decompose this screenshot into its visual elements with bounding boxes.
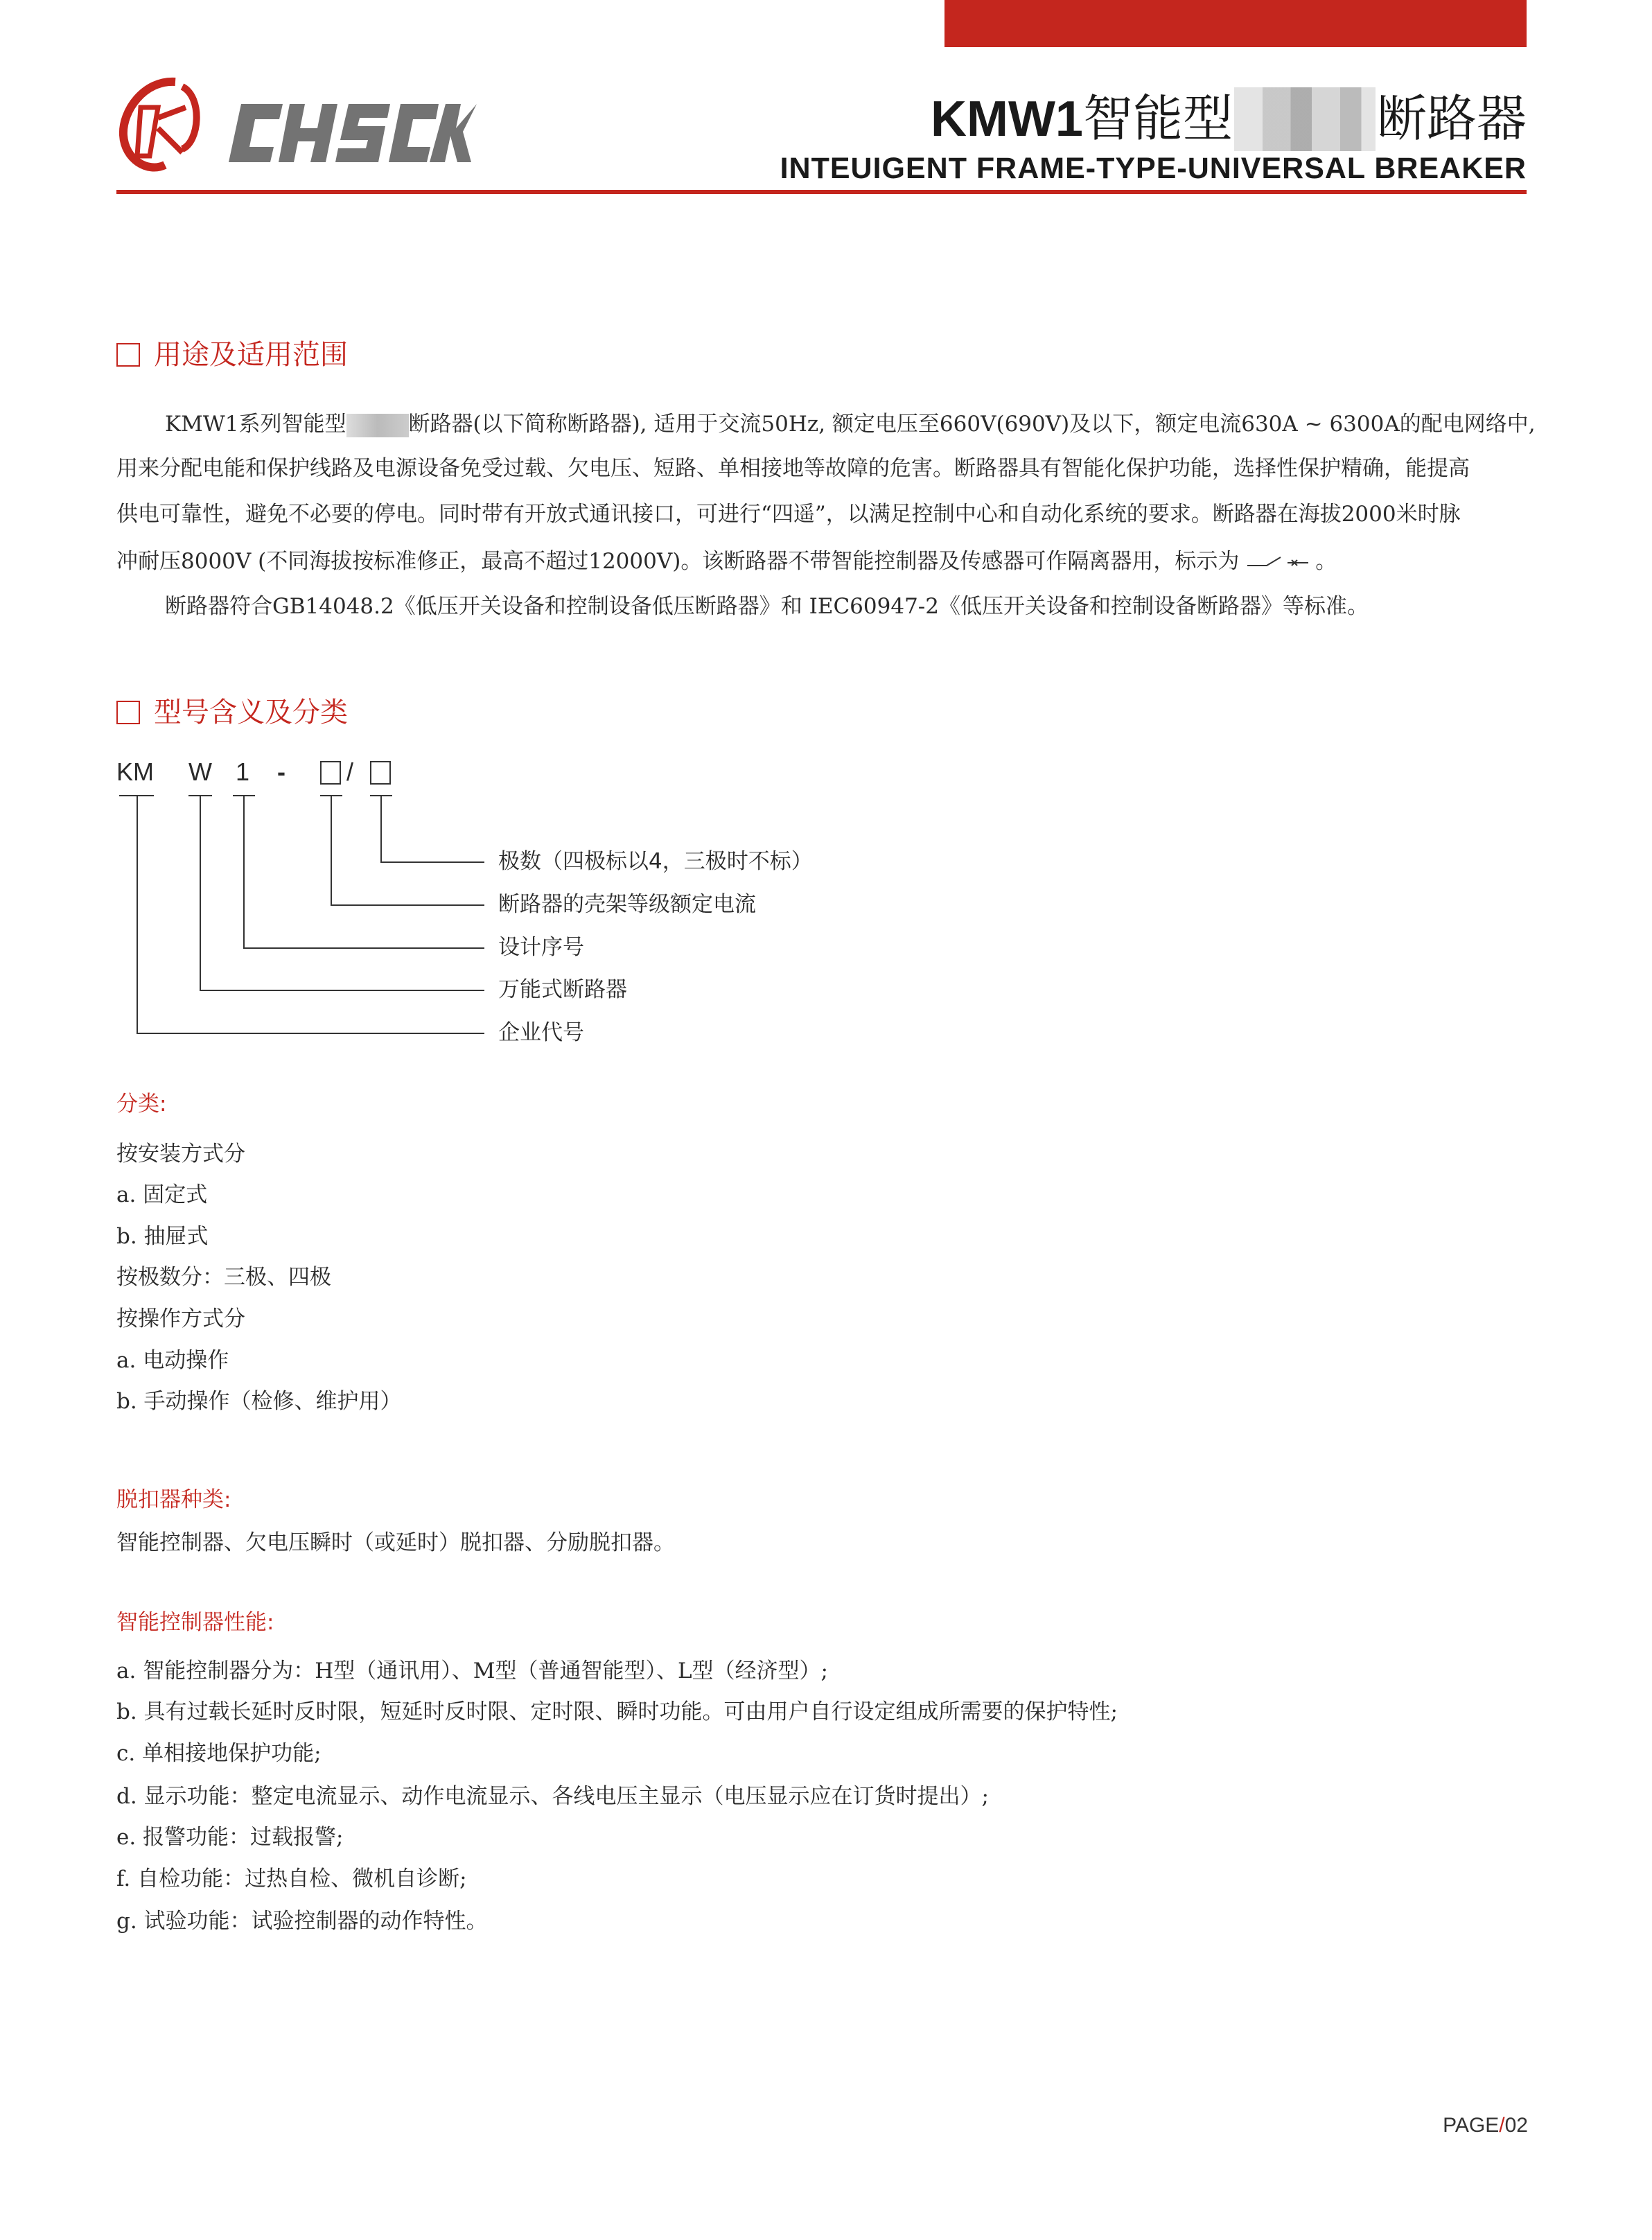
code-w: W [188,758,212,786]
redacted-block [346,414,409,437]
classify-item: 按安装方式分 [116,1141,245,1166]
diagram-label-design: 设计序号 [498,935,584,960]
paragraph-line [116,548,1337,575]
page-title [931,87,1527,151]
text: 冲耐压8000V (不同海拔按标准修正，最高不超过12000V)。该断路器不带智能控制器及传感器可作隔离器用，标示为 [116,549,1240,574]
controller-item: a. 智能控制器分为：H型（通讯用）、M型（普通智能型）、L型（经济型）; [116,1659,828,1683]
section-heading-model [116,695,348,730]
classify-item: a. 固定式 [116,1182,208,1207]
controller-item: g. 试验功能：试验控制器的动作特性。 [116,1909,488,1934]
title-model: KMW1 [930,91,1083,147]
paragraph-line: 断路器符合GB14048.2《低压开关设备和控制设备低压断路器》和 IEC60947-2《低压开关设备和控制设备断路器》等标准。 [165,594,1369,619]
diagram-label-company: 企业代号 [498,1020,584,1045]
release-text: 智能控制器、欠电压瞬时（或延时）脱扣器、分励脱扣器。 [116,1530,675,1555]
text: 。 [1315,549,1337,574]
classify-item: 按极数分：三极、四极 [116,1265,331,1290]
text: KMW1系列智能型 [165,412,346,437]
diagram-label-current: 断路器的壳架等级额定电流 [498,892,756,917]
checkbox-square-icon [116,701,140,724]
controller-item: f. 自检功能：过热自检、微机自诊断; [116,1866,467,1891]
code-box-current [320,761,341,787]
release-title: 脱扣器种类: [116,1487,231,1512]
classify-item: b. 抽屉式 [116,1224,209,1249]
controller-title: 智能控制器性能: [116,1610,274,1635]
page-subtitle: INTEUIGENT FRAME-TYPE-UNIVERSAL BREAKER [780,152,1527,185]
code-slash: / [346,758,354,786]
classify-item: b. 手动操作（检修、维护用） [116,1389,402,1414]
company-logo [116,76,477,180]
paragraph-line [165,410,1536,438]
text: 02 [1504,2114,1528,2137]
text: / [1499,2114,1505,2137]
diagram-label-type: 万能式断路器 [498,977,627,1002]
text: PAGE [1443,2114,1500,2137]
paragraph-line: 用来分配电能和保护线路及电源设备免受过载、欠电压、短路、单相接地等故障的危害。断路器具有智能化保护功能，选择性保护精确，能提高 [116,456,1470,481]
controller-item: d. 显示功能：整定电流显示、动作电流显示、各线电压主显示（电压显示应在订货时提出）; [116,1784,989,1809]
classify-item: a. 电动操作 [116,1348,229,1373]
code-dash: - [277,758,285,786]
controller-item: b. 具有过载长延时反时限，短延时反时限、定时限、瞬时功能。可由用户自行设定组成所需要的保护特性; [116,1699,1118,1724]
page-number [1443,2114,1528,2137]
title-type: 智能型 [1082,91,1233,147]
isolator-symbol-icon [1246,552,1315,568]
code-km: KM [116,758,154,786]
section-heading-text: 用途及适用范围 [154,339,348,371]
classify-item: 按操作方式分 [116,1306,245,1331]
header-divider [116,190,1527,194]
classify-title: 分类: [116,1092,167,1117]
redacted-block [1234,87,1376,151]
section-heading-text: 型号含义及分类 [154,697,348,728]
paragraph-line: 供电可靠性，避免不必要的停电。同时带有开放式通讯接口，可进行“四遥”，以满足控制中心和自动化系统的要求。断路器在海拔2000米时脉 [116,502,1461,527]
checkbox-square-icon [116,343,140,367]
code-1: 1 [236,758,250,786]
diagram-label-poles: 极数（四极标以4，三极时不标） [498,849,813,874]
title-product: 断路器 [1376,91,1527,147]
controller-item: c. 单相接地保护功能; [116,1741,322,1766]
header-red-bar [944,0,1527,47]
section-heading-usage [116,338,348,372]
controller-item: e. 报警功能：过载报警; [116,1825,344,1850]
text: 断路器(以下简称断路器), 适用于交流50Hz, 额定电压至660V(690V)及以下，额定电流630A ~ 6300A的配电网络中, [408,412,1536,437]
code-box-poles [370,761,391,787]
